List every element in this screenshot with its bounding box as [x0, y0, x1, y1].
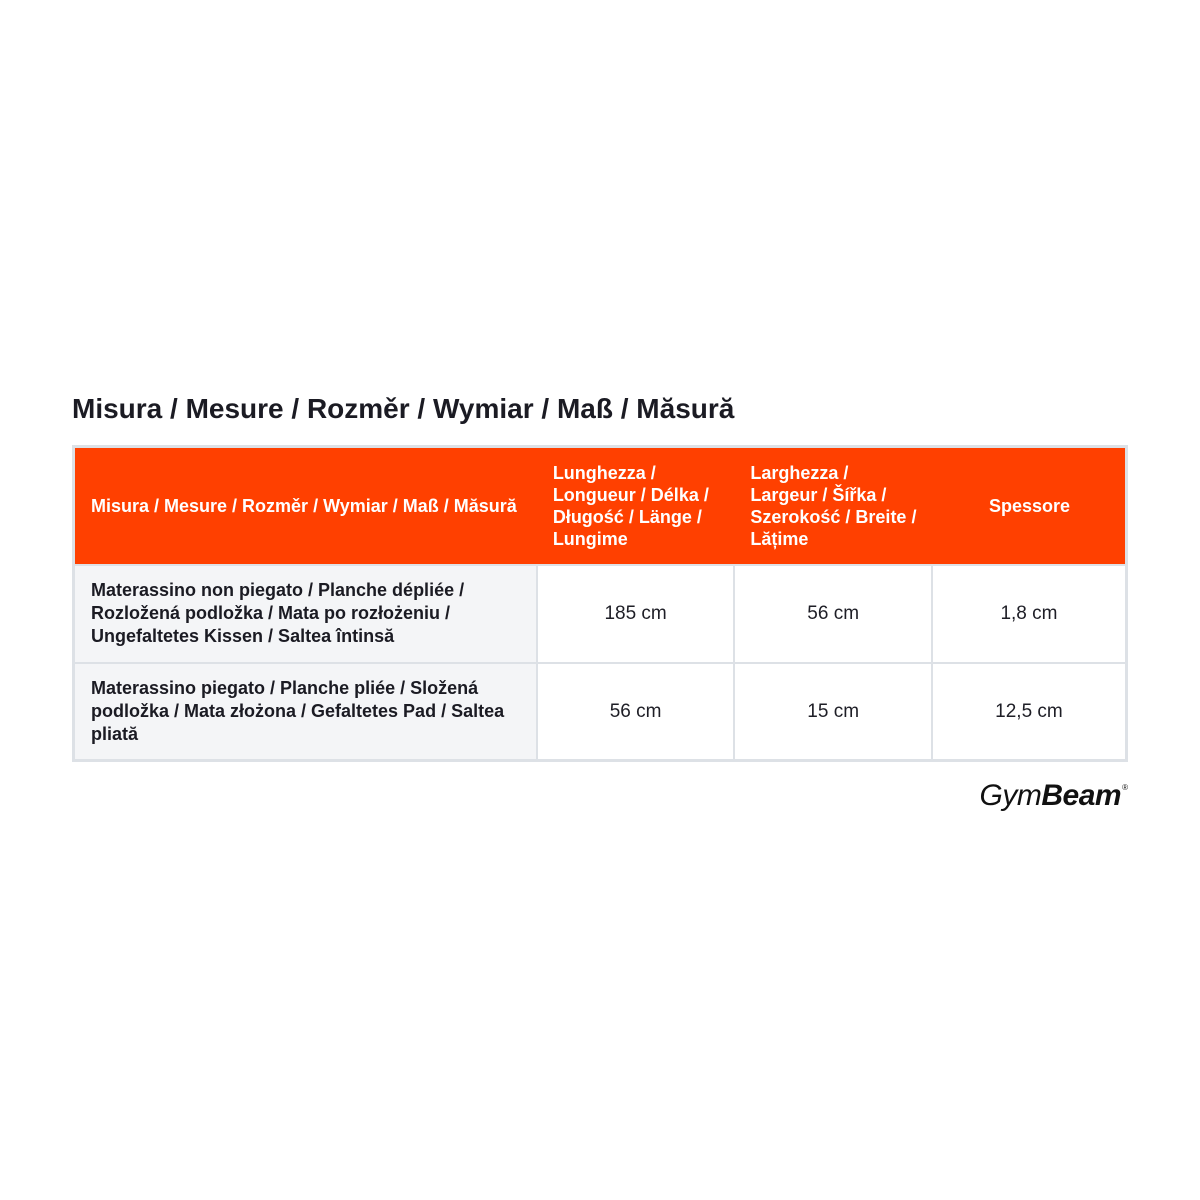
logo-text-beam: Beam [1041, 779, 1122, 812]
thickness-cell: 12,5 cm [932, 663, 1127, 761]
header-width: Larghezza / Largeur / Šířka / Szerokość / Breite / Lățime [734, 447, 932, 565]
width-cell: 15 cm [734, 663, 932, 761]
length-cell: 185 cm [537, 565, 735, 663]
page-title: Misura / Mesure / Rozměr / Wymiar / Maß / Măsură [72, 393, 735, 424]
row-label: Materassino non piegato / Planche dépliée / Rozložená podložka / Mata po rozłożeniu / Ungefaltetes Kissen / Saltea întinsă [74, 565, 537, 663]
size-table [72, 445, 1128, 762]
table-row [74, 565, 1127, 663]
header-length: Lunghezza / Longueur / Délka / Długość / Länge / Lungime [537, 447, 735, 565]
logo-text-gym: Gym [979, 779, 1042, 812]
table-row [74, 663, 1127, 761]
header-thickness: Spessore [932, 447, 1127, 565]
size-table-container [72, 445, 1128, 762]
header-size: Misura / Mesure / Rozměr / Wymiar / Maß / Măsură [74, 447, 537, 565]
registered-mark: ® [1122, 783, 1128, 792]
gymbeam-logo [980, 779, 1128, 813]
length-cell: 56 cm [537, 663, 735, 761]
table-header-row [74, 447, 1127, 565]
row-label: Materassino piegato / Planche pliée / Složená podložka / Mata złożona / Gefaltetes Pad / Saltea pliată [74, 663, 537, 761]
width-cell: 56 cm [734, 565, 932, 663]
thickness-cell: 1,8 cm [932, 565, 1127, 663]
